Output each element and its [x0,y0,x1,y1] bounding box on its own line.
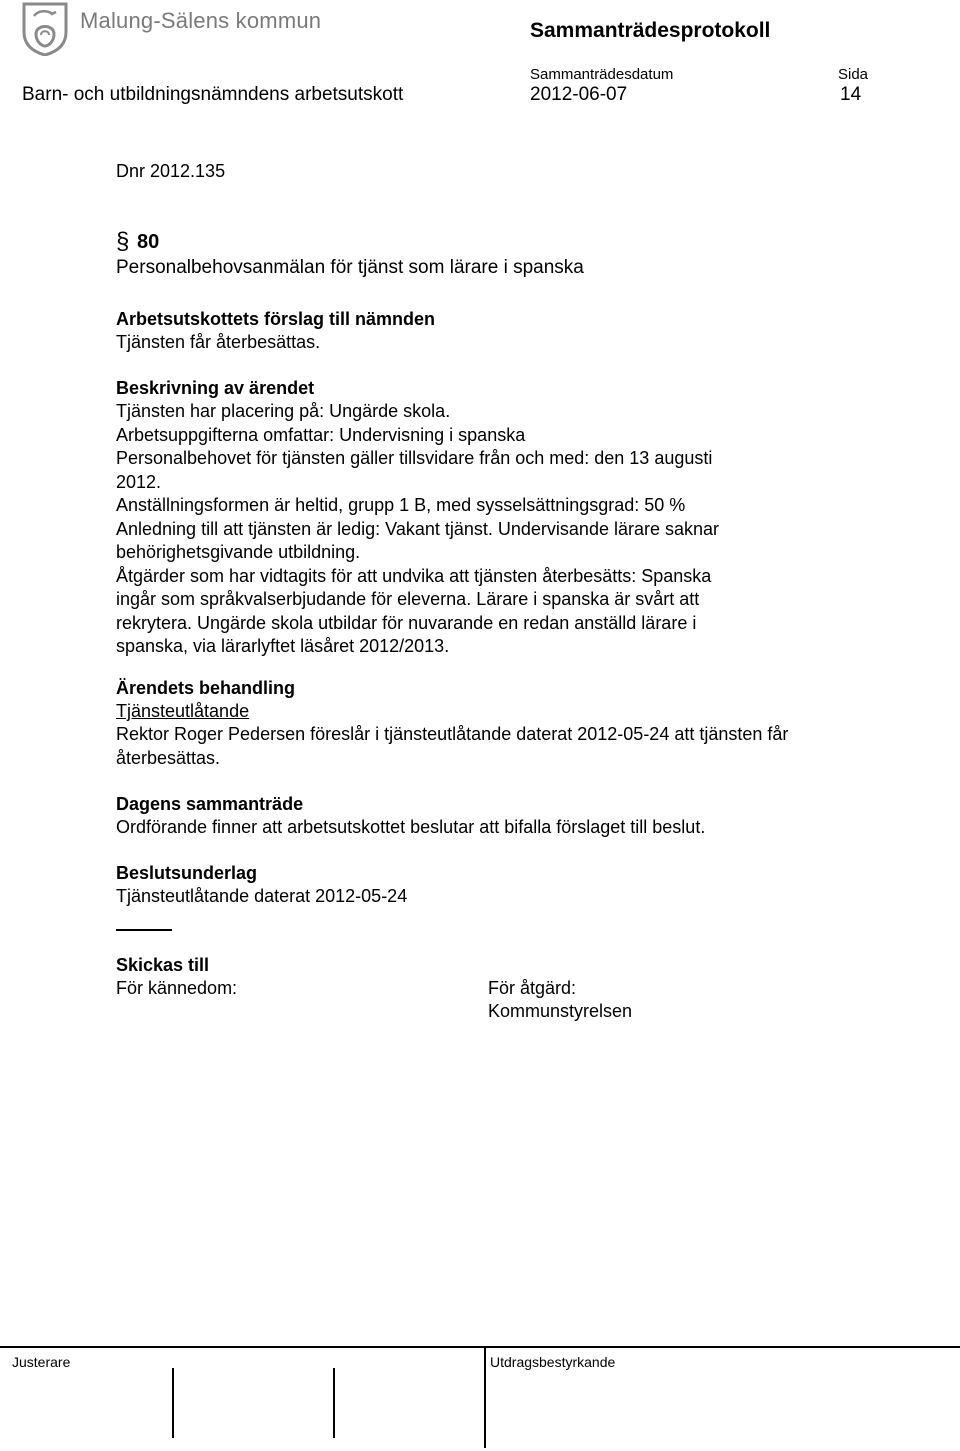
page-number: 14 [840,84,862,105]
adjuster-label: Justerare [12,1354,71,1370]
description-line: Personalbehovet för tjänsten gäller tillsvidare från och med: den 13 augusti [116,448,713,468]
basis-text: Tjänsteutlåtande daterat 2012-05-24 [116,886,408,906]
case-title: Personalbehovsanmälan för tjänst som lärare i spanska [116,257,584,278]
section-number: 80 [137,231,160,253]
description-heading: Beskrivning av ärendet [116,378,315,398]
meeting-heading: Dagens sammanträde [116,794,304,814]
description-line: Anledning till att tjänsten är ledig: Vakant tjänst. Undervisande lärare saknar [116,518,720,539]
description-line: spanska, via lärarlyftet läsåret 2012/2013. [116,636,450,656]
handling-body [116,723,788,770]
for-action-label: För åtgärd: [488,978,577,998]
signature-box-divider [333,1368,335,1438]
description-line: Anställningsformen är heltid, grupp 1 B, med sysselsättningsgrad: 50 % [116,495,686,515]
description-line: Arbetsuppgifterna omfattar: Undervisning i spanska [116,424,526,445]
signature-column-divider [484,1346,486,1448]
description-line: Tjänsten har placering på: Ungärde skola. [116,401,451,421]
proposal-text: Tjänsten får återbesättas. [116,332,321,352]
case-number: Dnr 2012.135 [116,161,226,181]
handling-line: Rektor Roger Pedersen föreslår i tjänsteutlåtande daterat 2012-05-24 att tjänsten får [116,724,789,744]
proposal-heading: Arbetsutskottets förslag till nämnden [116,309,436,329]
section-sign: § [116,228,130,255]
coat-of-arms-icon [22,2,68,56]
handling-heading: Ärendets behandling [116,678,296,698]
meeting-text: Ordförande finner att arbetsutskottet beslutar att bifalla förslaget till beslut. [116,817,706,837]
footer-top-rule [0,1346,960,1348]
description-line: ingår som språkvalserbjudande för eleverna. Lärare i spanska är svårt att [116,589,700,609]
sent-to-heading: Skickas till [116,955,210,975]
description-line: 2012. [116,471,162,492]
basis-heading: Beslutsunderlag [116,863,258,883]
committee-name: Barn- och utbildningsnämndens arbetsutskott [22,84,404,105]
handling-subheading: Tjänsteutlåtande [116,701,250,721]
certifier-label: Utdragsbestyrkande [490,1354,616,1370]
description-body [116,400,719,659]
description-line: behörighetsgivande utbildning. [116,542,361,562]
for-action-recipient: Kommunstyrelsen [488,1001,633,1021]
meeting-date: 2012-06-07 [530,84,628,105]
short-divider [116,929,172,931]
municipality-name: Malung-Sälens kommun [80,8,322,33]
document-title: Sammanträdesprotokoll [530,19,771,42]
description-line: Åtgärder som har vidtagits för att undvika att tjänsten återbesätts: Spanska [116,565,712,586]
page-label: Sida [838,66,869,83]
description-line: rekrytera. Ungärde skola utbildar för nuvarande en redan anställd lärare i [116,612,697,633]
signature-box-divider [172,1368,174,1438]
meeting-date-label: Sammanträdesdatum [530,66,674,83]
handling-line: återbesättas. [116,747,221,768]
for-information-label: För kännedom: [116,978,238,998]
